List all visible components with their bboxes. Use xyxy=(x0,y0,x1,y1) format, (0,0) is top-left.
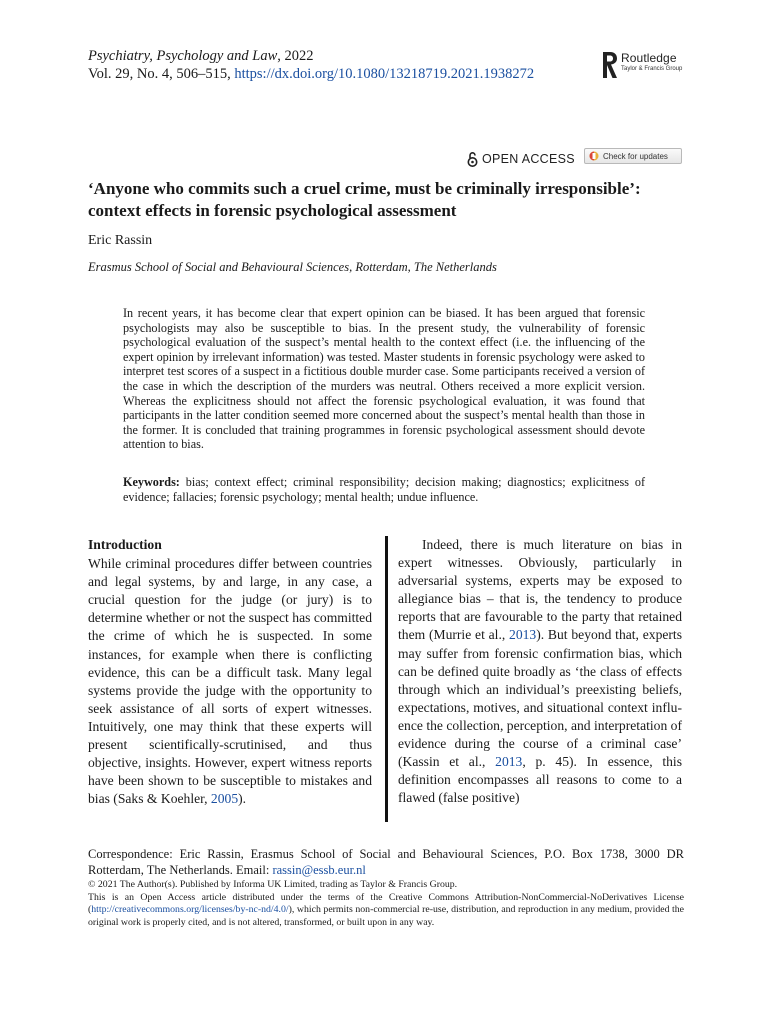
keywords xyxy=(123,475,645,505)
right-paragraph-text-3: , p. 45). In essence, this definition encompasses all reasons to come to a flawed (false positive) xyxy=(398,754,682,806)
left-paragraph-text: While criminal procedures differ between countries and legal systems, by and large, in any case, a crucial question for the judge (or jury) is to determine whether or not the suspect has committed the crime of which he is suspected. In some instances, for example when there is conflicting evidence, this can be a difficult task. Many legal systems provide the judge with the opportunity to seek assistance of all sorts of expert witnesses. Intuitively, one may think that these experts will present scientifically-scrutinised, and thus objective, insights. However, expert witness reports have been shown to be susceptible to mistakes and bias (Saks & Koehler, xyxy=(88,556,372,807)
publisher-sub: Taylor & Francis Group xyxy=(621,66,683,72)
author-affiliation: Erasmus School of Social and Behavioural Sciences, Rotterdam, The Netherlands xyxy=(88,260,497,274)
body-left-column xyxy=(88,536,372,808)
citation-link[interactable]: 2005 xyxy=(210,791,239,807)
correspondence xyxy=(88,846,684,878)
journal-header xyxy=(88,47,534,83)
license-link[interactable]: http://creativecommons.org/licenses/by-nc-nd/4.0/ xyxy=(91,904,289,915)
keywords-list: bias; context effect; criminal responsibility; decision making; diagnostics; explicitness of evidence; fallacies; forensic psychology; mental health; undue influence. xyxy=(123,475,645,504)
license-text xyxy=(88,892,684,930)
article-title: ‘Anyone who commits such a cruel crime, must be criminally irresponsible’: context effects in forensic psychological assessment xyxy=(88,179,641,220)
citation-link[interactable]: 2013 xyxy=(495,754,523,770)
body-right-column xyxy=(398,536,682,807)
open-lock-icon xyxy=(467,152,478,167)
right-paragraph xyxy=(398,536,682,807)
journal-year: , 2022 xyxy=(277,48,314,64)
license-block xyxy=(88,879,684,929)
left-paragraph-end: ). xyxy=(238,791,247,807)
intro-paragraph xyxy=(88,555,372,808)
right-paragraph-text-2: ). But beyond that, experts may suffer from forensic confirmation bias, which can be defined quite broadly as ‘the class of effects through which an individual’s preexisting beliefs, expectations, motives, and situational context influence the collection, perception, and interpretation of evidence during the course of a criminal case’ (Kassin et al., xyxy=(398,627,682,770)
volume-info: Vol. 29, No. 4, 506–515, xyxy=(88,66,235,82)
introduction-heading: Introduction xyxy=(88,537,162,552)
license-text-b: ), which permits non-commercial re-use, distribution, and reproduction in any medium, provided the original work is properly cited, and is not altered, transformed, or built upon in any way. xyxy=(88,904,684,928)
copyright-line: © 2021 The Author(s). Published by Informa UK Limited, trading as Taylor & Francis Group. xyxy=(88,879,458,890)
routledge-logo-icon xyxy=(600,50,620,80)
check-for-updates-label: Check for updates xyxy=(603,151,668,161)
right-paragraph-text-1: Indeed, there is much literature on bias in expert witnesses. Obviously, particularly in adversarial systems, experts may be exposed to allegiance bias – that is, the tendency to produce reports that are favourable to the party that retained them (Murrie et al., xyxy=(398,537,682,643)
publisher-brand: Routledge xyxy=(621,51,677,65)
journal-title-line xyxy=(88,47,534,65)
keywords-label: Keywords: xyxy=(123,475,180,489)
article-author: Eric Rassin xyxy=(88,233,153,248)
citation-link[interactable]: 2013 xyxy=(509,627,537,643)
abstract: In recent years, it has become clear that expert opinion can be biased. It has been argued that forensic psychologists may also be susceptible to bias. In the present study, the vulnerability of forensic psychological evaluation of the suspect’s mental health to the context effect (i.e. the influencing of the expert opinion by irrelevant information) was tested. Master students in forensic psychology were asked to interpret test scores of a suspect in a fictitious double murder case. Some participants received a version of the case in which the description of the murders was neutral. Others received a more explicit version. Whereas the explicitness should not affect the forensic psychological evaluation, it was found that participants in the latter condition seemed more concerned about the suspect’s mental health than those in the former. It is concluded that training programmes in forensic psychological assessment should devote attention to bias. xyxy=(123,306,645,452)
column-divider xyxy=(385,536,388,822)
license-text-a: This is an Open Access article distributed under the terms of the Creative Commons Attribution-NonCommercial-NoDerivatives License ( xyxy=(88,891,684,915)
publisher-logo xyxy=(600,50,695,82)
check-for-updates-button[interactable] xyxy=(584,148,682,164)
journal-volume-line xyxy=(88,65,534,83)
crossmark-icon xyxy=(589,151,599,161)
open-access-badge xyxy=(467,150,575,168)
open-access-label: OPEN ACCESS xyxy=(482,152,575,166)
doi-link[interactable]: https://dx.doi.org/10.1080/13218719.2021.1938272 xyxy=(234,66,535,82)
correspondence-text: Correspondence: Eric Rassin, Erasmus School of Social and Behavioural Sciences, P.O. Box 1738, 3000 DR Rotterdam, The Netherlands. Email: xyxy=(88,847,684,877)
journal-name: Psychiatry, Psychology and Law xyxy=(88,48,278,64)
email-link[interactable]: rassin@essb.eur.nl xyxy=(272,863,366,877)
